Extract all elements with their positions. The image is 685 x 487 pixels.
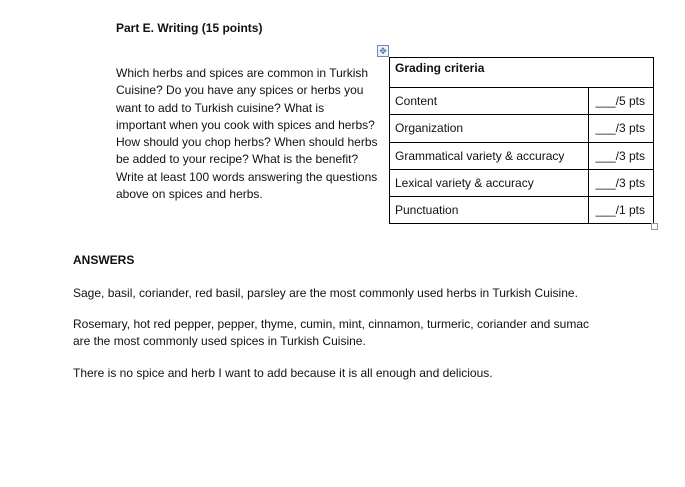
table-resize-icon[interactable] <box>651 223 658 230</box>
answer-paragraph <box>73 285 633 302</box>
question-line: Which herbs and spices are common in Turkish <box>116 66 369 80</box>
answer-line: Sage, basil, coriander, red basil, parsley are the most commonly used herbs in Turkish Cuisine. <box>73 286 578 300</box>
points-cell: ___/3 pts <box>589 169 654 196</box>
answer-line: are the most commonly used spices in Turkish Cuisine. <box>73 334 366 348</box>
table-header-row <box>390 58 654 88</box>
question-line: How should you chop herbs? When should herbs <box>116 135 378 150</box>
question-line: Write at least 100 words answering the questions <box>116 169 378 184</box>
table-row <box>390 169 654 196</box>
criterion-cell: Content <box>390 88 589 115</box>
table-row <box>390 197 654 224</box>
answer-line: Rosemary, hot red pepper, pepper, thyme, cumin, mint, cinnamon, turmeric, coriander and sumac <box>73 317 590 331</box>
question-line: above on spices and herbs. <box>116 187 263 202</box>
question-text <box>116 65 386 203</box>
table-move-icon[interactable]: ✥ <box>377 45 389 57</box>
points-cell: ___/3 pts <box>589 142 654 169</box>
points-cell: ___/3 pts <box>589 115 654 142</box>
table-row <box>390 115 654 142</box>
points-cell: ___/5 pts <box>589 88 654 115</box>
criterion-cell: Punctuation <box>390 197 589 224</box>
question-line: Cuisine? Do you have any spices or herbs you <box>116 83 364 98</box>
criterion-cell: Lexical variety & accuracy <box>390 169 589 196</box>
question-line: important when you cook with spices and herbs? <box>116 117 375 132</box>
table-header: Grading criteria <box>390 58 654 88</box>
answers-heading: ANSWERS <box>73 253 135 267</box>
answer-paragraph <box>73 316 633 350</box>
criterion-cell: Grammatical variety & accuracy <box>390 142 589 169</box>
points-cell: ___/1 pts <box>589 197 654 224</box>
answer-paragraph <box>73 365 633 382</box>
table-row <box>390 142 654 169</box>
table-row <box>390 88 654 115</box>
answer-line: There is no spice and herb I want to add because it is all enough and delicious. <box>73 366 493 380</box>
section-title: Part E. Writing (15 points) <box>116 21 263 35</box>
grading-criteria-table <box>389 57 654 224</box>
question-line: want to add to Turkish cuisine? What is <box>116 100 325 115</box>
question-line: be added to your recipe? What is the benefit? <box>116 152 359 167</box>
criterion-cell: Organization <box>390 115 589 142</box>
